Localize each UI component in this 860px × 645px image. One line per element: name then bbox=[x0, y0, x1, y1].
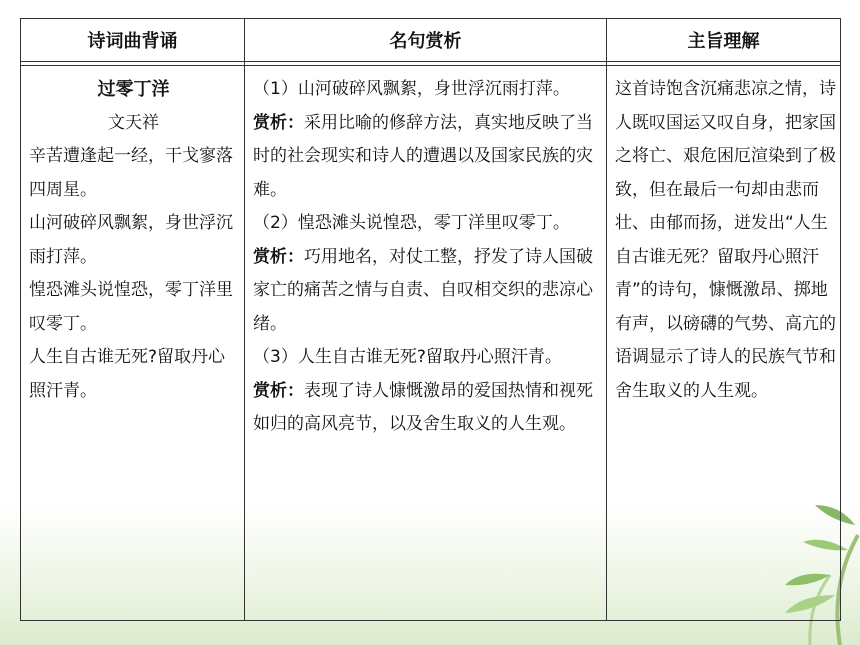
appreciation-cell bbox=[245, 66, 607, 621]
quote-3: （3）人生自古谁无死?留取丹心照汗青。 bbox=[253, 347, 562, 367]
poem-cell bbox=[21, 66, 245, 621]
quote-1: （1）山河破碎风飘絮，身世浮沉雨打萍。 bbox=[253, 79, 570, 99]
analysis-2 bbox=[253, 241, 600, 342]
analysis-text: 巧用地名，对仗工整，抒发了诗人国破家亡的痛苦之情与自责、自叹相交织的悲凉心绪。 bbox=[253, 246, 593, 334]
analysis-1 bbox=[253, 107, 600, 208]
poem-title: 过零丁洋 bbox=[97, 79, 170, 100]
analysis-3 bbox=[253, 375, 600, 442]
header-appreciation: 名句赏析 bbox=[245, 19, 607, 62]
table-row bbox=[21, 66, 841, 621]
poem-author: 文天祥 bbox=[108, 112, 159, 133]
analysis-label: 赏析： bbox=[253, 380, 304, 401]
table-header-row bbox=[21, 19, 841, 62]
analysis-label: 赏析： bbox=[253, 112, 304, 133]
header-theme: 主旨理解 bbox=[607, 19, 841, 62]
poem-line: 山河破碎风飘絮，身世浮沉雨打萍。 bbox=[29, 213, 233, 267]
poem-line: 人生自古谁无死?留取丹心照汗青。 bbox=[29, 347, 226, 401]
theme-text: 这首诗饱含沉痛悲凉之情，诗人既叹国运又叹自身，把家国之将亡、艰危困厄渲染到了极致，但在最后一句却由悲而壮、由郁而扬，迸发出“人生自古谁无死？留取丹心照汗青”的诗句，慷慨激昂、掷地有声，以磅礴的气势、高亢的语调显示了诗人的民族气节和舍生取义的人生观。 bbox=[615, 79, 836, 401]
header-recitation: 诗词曲背诵 bbox=[21, 19, 245, 62]
poem-line: 辛苦遭逢起一经，干戈寥落四周星。 bbox=[29, 146, 233, 200]
poem-line: 惶恐滩头说惶恐，零丁洋里叹零丁。 bbox=[29, 280, 233, 334]
analysis-text: 表现了诗人慷慨激昂的爱国热情和视死如归的高风亮节，以及舍生取义的人生观。 bbox=[253, 380, 593, 434]
analysis-text: 采用比喻的修辞方法，真实地反映了当时的社会现实和诗人的遭遇以及国家民族的灾难。 bbox=[253, 112, 593, 200]
poetry-table bbox=[20, 18, 841, 621]
theme-cell bbox=[607, 66, 841, 621]
analysis-label: 赏析： bbox=[253, 246, 304, 267]
quote-2: （2）惶恐滩头说惶恐，零丁洋里叹零丁。 bbox=[253, 213, 570, 233]
